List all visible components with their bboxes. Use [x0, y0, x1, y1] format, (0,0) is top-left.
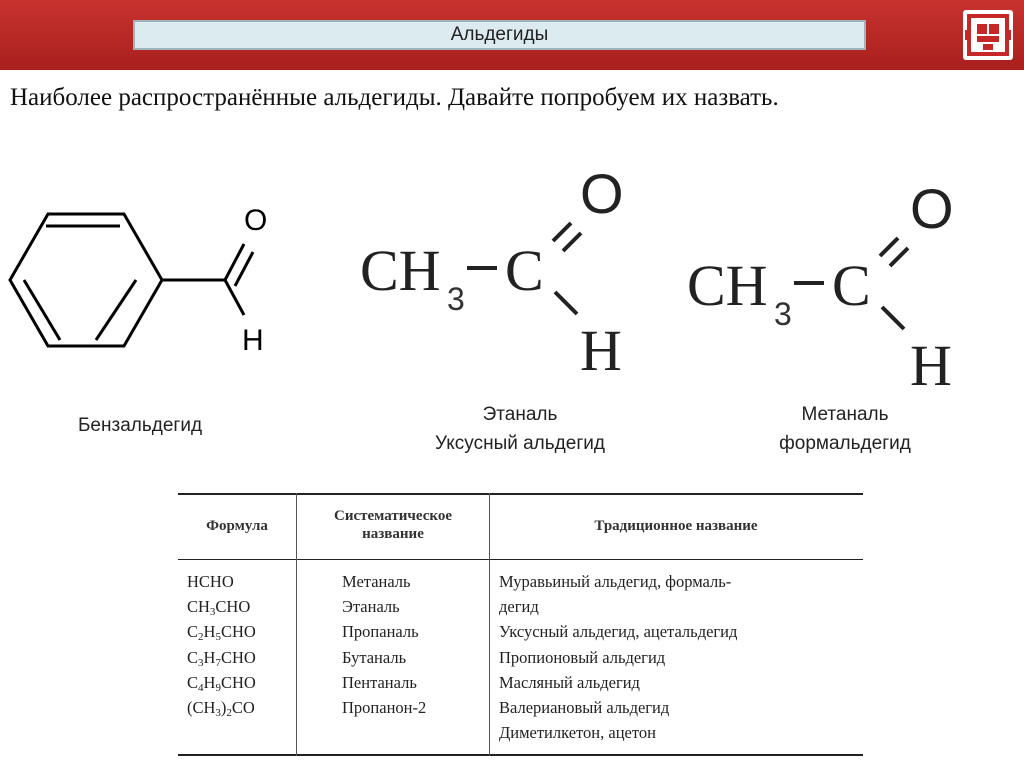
- systematic-cell: Этаналь: [342, 597, 400, 617]
- caption-line: Бензальдегид: [77, 415, 203, 436]
- traditional-column: [499, 569, 737, 745]
- table-bottom-rule: [178, 754, 863, 756]
- benzaldehyde-atom-o: O: [244, 204, 268, 237]
- systematic-cell: Пентаналь: [342, 672, 417, 692]
- intro-text: Наиболее распространённые альдегиды. Давайте попробуем их назвать.: [10, 84, 779, 111]
- formula-cell: HCHO: [187, 572, 234, 591]
- traditional-cell: Муравьиный альдегид, формаль-: [499, 572, 732, 591]
- systematic-cell: Метаналь: [342, 572, 411, 591]
- formula-cell: $C_2H_5CHO$: [187, 622, 256, 644]
- formula-column: [187, 569, 256, 720]
- caption-benzaldehyde: [40, 415, 240, 437]
- systematic-cell: Бутаналь: [342, 647, 407, 667]
- systematic-cell: Пропаналь: [342, 622, 419, 642]
- methanal-atom-ch: CH: [687, 253, 768, 318]
- ethanal-structure: [355, 162, 645, 385]
- traditional-cell: Пропионовый альдегид: [499, 647, 666, 667]
- benzaldehyde-structure: [0, 190, 300, 370]
- caption-line: Метаналь: [801, 404, 889, 425]
- ethanal-atom-c: C: [505, 238, 544, 303]
- methanal-atom-o: O: [910, 177, 954, 240]
- header-traditional: Традиционное название: [594, 518, 758, 534]
- formula-cell: $C_4H_9CHO$: [187, 672, 256, 694]
- table-divider: [296, 493, 297, 756]
- formula-cell: $C_3H_7CHO$: [187, 647, 256, 669]
- table-top-rule: [178, 493, 863, 495]
- systematic-cell: Пропанон-2: [342, 697, 427, 717]
- header-formula: Формула: [206, 518, 268, 534]
- benzaldehyde-atom-h: H: [242, 324, 264, 357]
- caption-line: Уксусный альдегид: [435, 433, 605, 454]
- traditional-cell: Валериановый альдегид: [499, 697, 670, 717]
- slide-title: Альдегиды: [133, 20, 866, 50]
- ethanal-atom-ch: CH: [360, 238, 441, 303]
- table-header-rule: [178, 559, 863, 560]
- systematic-column: [342, 569, 426, 720]
- traditional-cell: дегид: [499, 597, 539, 617]
- methanal-atom-h: H: [910, 333, 952, 398]
- caption-methanal: [730, 400, 960, 458]
- traditional-cell: Уксусный альдегид, ацетальдегид: [499, 622, 738, 642]
- methanal-atom-sub3: 3: [774, 296, 792, 332]
- formula-cell: $(CH_3)_2CO$: [187, 697, 255, 719]
- formula-cell: $CH_3CHO$: [187, 597, 251, 619]
- aldehyde-table: [178, 493, 863, 756]
- caption-line: Этаналь: [482, 404, 558, 425]
- caption-ethanal: [400, 400, 640, 458]
- ethanal-atom-o: O: [580, 162, 624, 225]
- header-bar: [0, 0, 1024, 70]
- caption-line: формальдегид: [779, 433, 911, 454]
- header-systematic: Систематическое название: [334, 508, 452, 542]
- ethanal-atom-sub3: 3: [447, 281, 465, 317]
- presentation-logo-icon: [963, 10, 1013, 60]
- ethanal-atom-h: H: [580, 318, 622, 383]
- methanal-structure: [682, 177, 972, 400]
- methanal-atom-c: C: [832, 253, 871, 318]
- traditional-cell: Диметилкетон, ацетон: [499, 723, 656, 743]
- traditional-cell: Масляный альдегид: [499, 672, 640, 692]
